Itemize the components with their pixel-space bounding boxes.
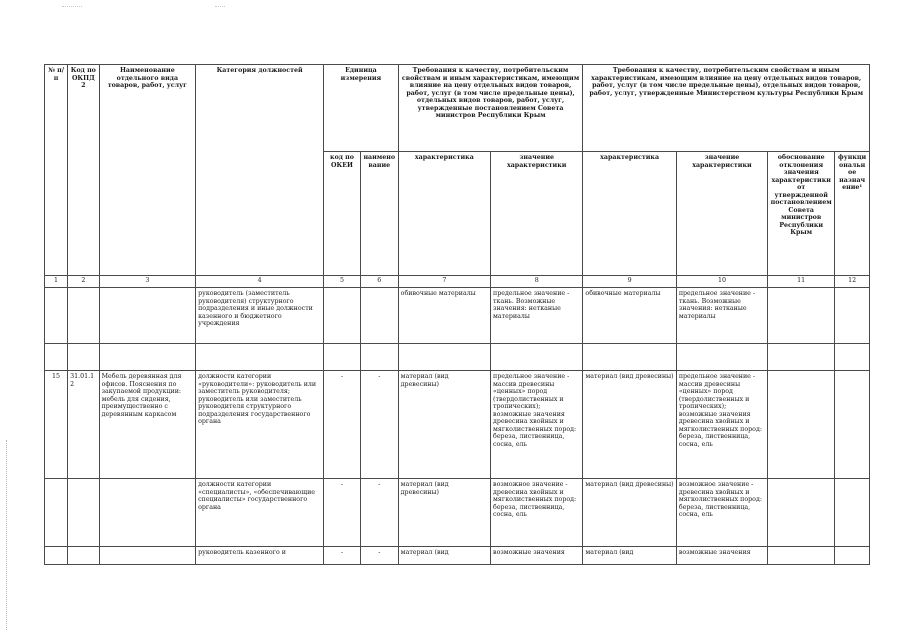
header-row-1	[45, 65, 870, 152]
header-value-1: значение характеристики	[491, 152, 583, 276]
column-number: 4	[196, 276, 324, 288]
header-council-requirements: Требования к качеству, потребительским свойствам и иным характеристикам, имеющим влияние на цену отдельных видов товаров, работ, услуг (в том числе предельные цены), отдельных видов товаров, работ, услуг, утвержденные постановлением Совета министров Республики Крым	[398, 65, 583, 152]
cell-purpose	[835, 479, 870, 547]
cell-okei-code: -	[324, 479, 361, 547]
cell-value-1: возможное значение - древесина хвойных и мягколиственных пород: береза, лиственница, сосна, ель	[491, 479, 583, 547]
cell-purpose	[835, 288, 870, 344]
column-number-row	[45, 276, 870, 288]
cell-item-name: Мебель деревянная для офисов. Пояснения по закупаемой продукции: мебель для сидения, преимущественно с деревянным каркасом	[99, 371, 196, 479]
cell-no	[45, 288, 68, 344]
column-number: 2	[68, 276, 99, 288]
cell-value-2: предельное значение - массив древесины «ценных» пород (твердолиственных и тропических); возможные значения древесина хвойных и мягколиственных пород: береза, лиственница, сосна, ель	[676, 371, 767, 479]
header-deviation-justification: обоснование отклонения значения характеристики от утвержденной постановлением Совета министров Республики Крым	[768, 152, 835, 276]
cell-justification	[768, 371, 835, 479]
cell-justification	[768, 479, 835, 547]
table-row	[45, 288, 870, 344]
header-okei-code: код по ОКЕИ	[324, 152, 361, 276]
cell-position-category: руководитель (заместитель руководителя) структурного подразделения и иные должности казенного и бюджетного учреждения	[196, 288, 324, 344]
column-number: 12	[835, 276, 870, 288]
cell-purpose	[835, 547, 870, 565]
cell-characteristic-1: обивочные материалы	[398, 288, 490, 344]
header-characteristic-1: характеристика	[398, 152, 490, 276]
header-item-name: Наименование отдельного вида товаров, работ, услуг	[99, 65, 196, 276]
column-number: 5	[324, 276, 361, 288]
header-functional-purpose: функциональное назначение¹	[835, 152, 870, 276]
cell-okpd-code	[68, 479, 99, 547]
column-number: 1	[45, 276, 68, 288]
cell-okpd-code	[68, 288, 99, 344]
cell-unit-name: -	[360, 547, 398, 565]
cell-item-name	[99, 479, 196, 547]
cell-value-1: предельное значение - массив древесины «ценных» пород (твердолиственных и тропических); возможные значения древесина хвойных и мягколиственных пород: береза, лиственница, сосна, ель	[491, 371, 583, 479]
header-okpd-code: Код по ОКПД2	[68, 65, 99, 276]
cell-purpose	[835, 371, 870, 479]
cell-no	[45, 479, 68, 547]
cell-no	[45, 547, 68, 565]
cell-unit-name	[360, 288, 398, 344]
column-number: 6	[360, 276, 398, 288]
cell-okpd-code	[68, 547, 99, 565]
column-number: 10	[676, 276, 767, 288]
header-no: № п/п	[45, 65, 68, 276]
cell-okei-code: -	[324, 371, 361, 479]
cell-characteristic-1: материал (вид древесины)	[398, 371, 490, 479]
cell-characteristic-1: материал (вид древесины)	[398, 479, 490, 547]
header-characteristic-2: характеристика	[583, 152, 676, 276]
header-unit: Единица измерения	[324, 65, 399, 152]
cell-value-2: возможное значение - древесина хвойных и мягколиственных пород: береза, лиственница, сосна, ель	[676, 479, 767, 547]
cell-unit-name: -	[360, 479, 398, 547]
header-position-category: Категория должностей	[196, 65, 324, 276]
header-value-2: значение характеристики	[676, 152, 767, 276]
column-number: 3	[99, 276, 196, 288]
cell-position-category: должности категории «специалисты», «обеспечивающие специалисты» государственного органа	[196, 479, 324, 547]
cell-okei-code	[324, 288, 361, 344]
cell-no: 15	[45, 371, 68, 479]
cell-characteristic-1: материал (вид	[398, 547, 490, 565]
column-number: 7	[398, 276, 490, 288]
cell-justification	[768, 288, 835, 344]
table-spacer-row	[45, 344, 870, 371]
column-number: 8	[491, 276, 583, 288]
cell-value-1: возможные значения	[491, 547, 583, 565]
cell-item-name	[99, 547, 196, 565]
cell-unit-name: -	[360, 371, 398, 479]
scan-speck	[215, 6, 225, 8]
cell-characteristic-2: обивочные материалы	[583, 288, 676, 344]
cell-value-1: предельное значение - ткань. Возможные значения: нетканые материалы	[491, 288, 583, 344]
cell-characteristic-2: материал (вид древесины)	[583, 479, 676, 547]
cell-value-2: предельное значение - ткань. Возможные значения: нетканые материалы	[676, 288, 767, 344]
scan-speck	[62, 6, 82, 8]
header-ministry-requirements: Требования к качеству, потребительским свойствам и иным характеристикам, имеющим влияние на цену отдельных видов товаров, работ, услуг (в том числе предельные цены), отдельных видов товаров, работ, услуг, утвержденные Министерством культуры Республики Крым	[583, 65, 870, 152]
cell-justification	[768, 547, 835, 565]
table-row	[45, 479, 870, 547]
header-unit-name: наименование	[360, 152, 398, 276]
cell-position-category: должности категории «руководители»: руководитель или заместитель руководителя; руководитель или заместитель руководителя структурного подразделения государственного органа	[196, 371, 324, 479]
cell-characteristic-2: материал (вид древесины)	[583, 371, 676, 479]
cell-okei-code: -	[324, 547, 361, 565]
cell-item-name	[99, 288, 196, 344]
cell-position-category: руководитель казенного и	[196, 547, 324, 565]
column-number: 11	[768, 276, 835, 288]
cell-value-2: возможные значения	[676, 547, 767, 565]
table-row	[45, 547, 870, 565]
table-row	[45, 371, 870, 479]
cell-characteristic-2: материал (вид	[583, 547, 676, 565]
column-number: 9	[583, 276, 676, 288]
scan-edge-mark	[6, 440, 8, 630]
cell-okpd-code: 31.01.12	[68, 371, 99, 479]
requirements-table	[44, 64, 870, 565]
